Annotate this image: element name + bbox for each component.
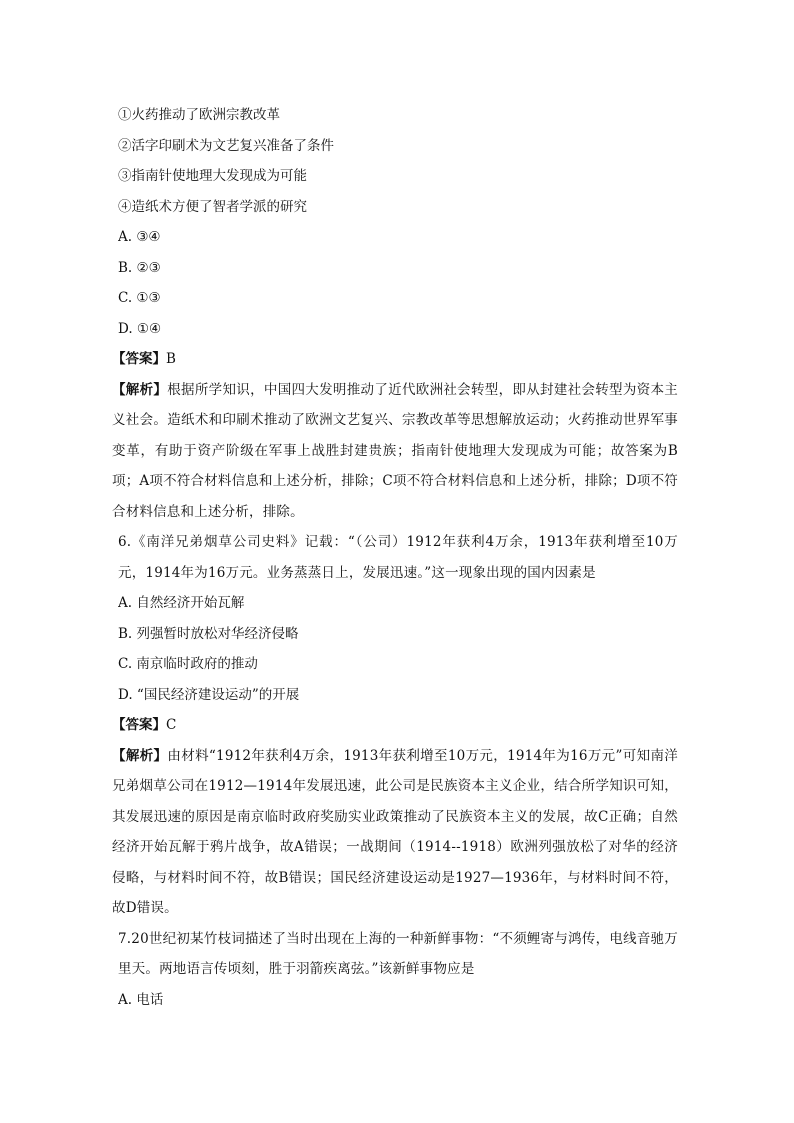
analysis-paragraph <box>112 375 678 528</box>
option-a: A. 电话 <box>118 991 164 1008</box>
analysis-tag: 【解析】 <box>112 381 168 398</box>
document-page <box>112 100 678 1015</box>
statement-3: ③指南针使地理大发现成为可能 <box>118 168 307 184</box>
answer-line <box>112 710 678 741</box>
option-a: A. 自然经济开始瓦解 <box>118 595 245 611</box>
question-stem: 7.20世纪初某竹枝词描述了当时出现在上海的一种新鲜事物：“不须鲤寄与鸿传，电线音驰万里天。两地语言传顷刻，胜于羽箭疾离弦。”该新鲜事物应是 <box>118 930 678 977</box>
answer-value: C <box>166 717 177 733</box>
analysis-paragraph <box>112 741 678 924</box>
option-c: C. ①③ <box>118 290 161 306</box>
question-7 <box>118 924 678 1016</box>
statement-1: ①火药推动了欧洲宗教改革 <box>118 107 280 123</box>
statement-4: ④造纸术方便了智者学派的研究 <box>118 198 307 215</box>
analysis-text: 根据所学知识，中国四大发明推动了近代欧洲社会转型，即从封建社会转型为资本主义社会。造纸术和印刷术推动了欧洲文艺复兴、宗教改革等思想解放运动；火药推动世界军事变革，有助于资产阶级在军事上战胜封建贵族；指南针使地理大发现成为可能；故答案为B项；A项不符合材料信息和上述分析，排除；C项不符合材料信息和上述分析，排除；D项不符合材料信息和上述分析，排除。 <box>112 381 678 520</box>
option-b: B. ②③ <box>118 259 161 276</box>
option-b: B. 列强暂时放松对华经济侵略 <box>118 625 299 642</box>
answer-value: B <box>166 351 176 367</box>
option-c: C. 南京临时政府的推动 <box>118 656 258 672</box>
question-stem: 6.《南洋兄弟烟草公司史料》记载：“（公司）1912年获利4万余，1913年获利增至10万元，1914年为16万元。业务蒸蒸日上，发展迅速。”这一现象出现的国内因素是 <box>118 534 678 581</box>
answer-tag: 【答案】 <box>112 717 166 733</box>
option-d: D. ①④ <box>118 320 162 337</box>
option-d: D. “国民经济建设运动”的开展 <box>118 686 300 703</box>
answer-line <box>112 344 678 375</box>
question-6 <box>112 527 678 924</box>
answer-tag: 【答案】 <box>112 351 166 367</box>
analysis-text: 由材料“1912年获利4万余，1913年获利增至10万元，1914年为16万元”可知南洋兄弟烟草公司在1912—1914年发展迅速，此公司是民族资本主义企业，结合所学知识可知，其发展迅速的原因是南京临时政府奖励实业政策推动了民族资本主义的发展，故C正确；自然经济开始瓦解于鸦片战争，故A错误；一战期间（1914--1918）欧洲列强放松了对华的经济侵略，与材料时间不符，故B错误；国民经济建设运动是1927—1936年，与材料时间不符，故D错误。 <box>112 747 678 916</box>
analysis-tag: 【解析】 <box>112 747 168 764</box>
question-5 <box>112 100 678 527</box>
option-a: A. ③④ <box>118 229 161 245</box>
statement-2: ②活字印刷术为文艺复兴准备了条件 <box>118 137 334 154</box>
